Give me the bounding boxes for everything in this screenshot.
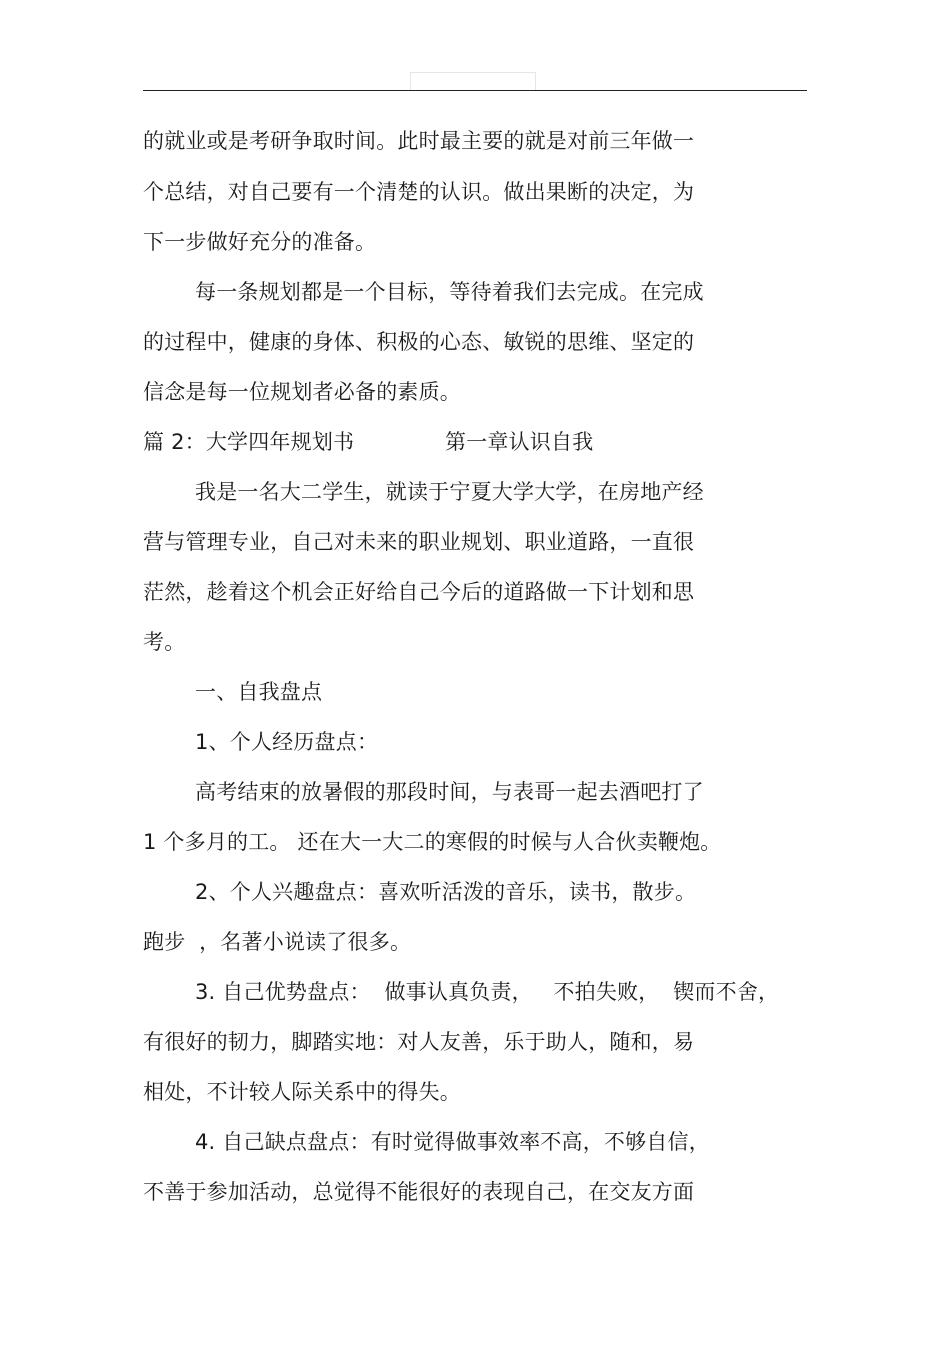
chapter-heading: 第一章认识自我 <box>445 430 594 454</box>
text-line: 考。 <box>143 630 186 654</box>
text-line: 的就业或是考研争取时间。此时最主要的就是对前三年做一 <box>143 129 695 153</box>
paragraph-start-line: 4. 自己缺点盘点：有时觉得做事效率不高，不够自信， <box>195 1130 710 1154</box>
text-line: 1 个多月的工。 还在大一大二的寒假的时候与人合伙卖鞭炮。 <box>143 830 722 854</box>
text-line: 个总结，对自己要有一个清楚的认识。做出果断的决定，为 <box>143 180 695 204</box>
paragraph-start-line: 高考结束的放暑假的那段时间，与表哥一起去酒吧打了 <box>195 780 704 804</box>
text-line: 跑步 ，名著小说读了很多。 <box>143 930 412 954</box>
paragraph-start-line: 我是一名大二学生，就读于宁夏大学大学，在房地产经 <box>195 480 704 504</box>
text-line: 信念是每一位规划者必备的素质。 <box>143 380 461 404</box>
subsection-heading: 一、自我盘点 <box>195 680 323 704</box>
paragraph-start-line: 每一条规划都是一个目标，等待着我们去完成。在完成 <box>195 280 704 304</box>
header-tab <box>410 72 536 91</box>
paragraph-start-line: 2、个人兴趣盘点：喜欢听活泼的音乐，读书，散步。 <box>195 880 697 904</box>
text-line: 不善于参加活动，总觉得不能很好的表现自己，在交友方面 <box>143 1180 695 1204</box>
header-rule <box>143 90 807 91</box>
text-line: 有很好的韧力，脚踏实地：对人友善，乐于助人，随和，易 <box>143 1030 695 1054</box>
text-line: 营与管理专业，自己对未来的职业规划、职业道路，一直很 <box>143 530 695 554</box>
text-line: 的过程中，健康的身体、积极的心态、敏锐的思维、坚定的 <box>143 330 695 354</box>
text-line: 相处，不计较人际关系中的得失。 <box>143 1080 461 1104</box>
text-line: 茫然，趁着这个机会正好给自己今后的道路做一下计划和思 <box>143 580 695 604</box>
text-line: 下一步做好充分的准备。 <box>143 230 377 254</box>
item-heading: 1、个人经历盘点： <box>195 730 379 754</box>
paragraph-start-line: 3. 自己优势盘点： 做事认真负责， 不拍失败， 锲而不舍， <box>195 980 780 1004</box>
section-heading: 篇 2：大学四年规划书 <box>143 430 355 454</box>
